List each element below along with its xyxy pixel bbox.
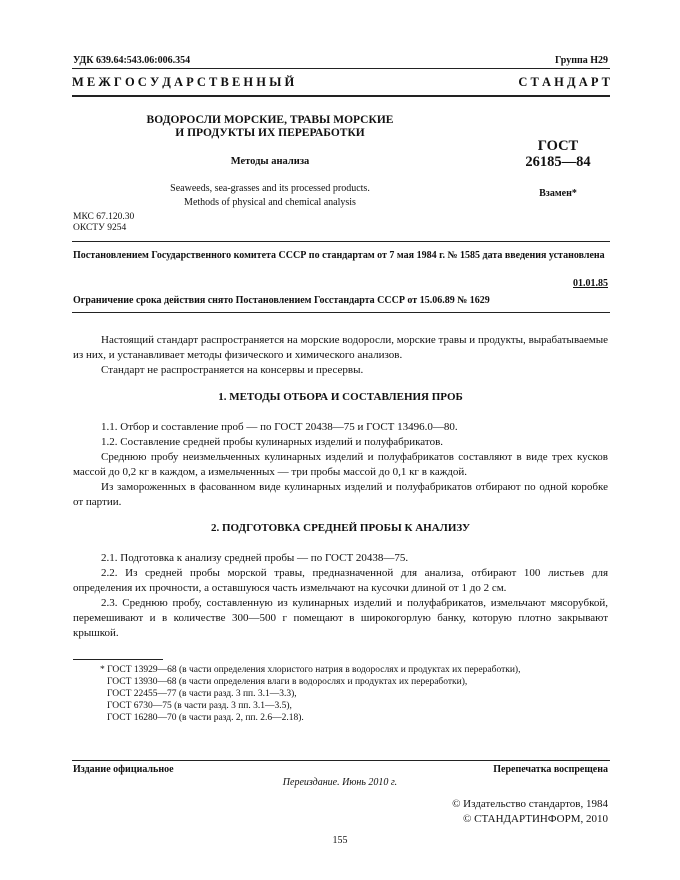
- page-number: 155: [332, 835, 348, 846]
- gost-number: 26185—84: [525, 154, 591, 170]
- footnote-line-3: ГОСТ 22455—77 (в части разд. 3 пп. 3.1—3.3),: [107, 689, 297, 699]
- section-1-paragraph-4: Из замороженных в фасованном виде кулинарных изделий и полуфабрикатов отбирают по одной коробке от партии.: [73, 481, 608, 508]
- interstate-word: М Е Ж Г О С У Д А Р С Т В Е Н Н Ы Й: [72, 75, 295, 89]
- okstu-code: ОКСТУ 9254: [73, 223, 127, 233]
- section-2-paragraph-2: 2.2. Из средней пробы морской травы, предназначенной для анализа, отбирают 100 листьев для определения их прочности, а оставшуюся часть измельчают на кусочки длиной от 1 до 2 см.: [73, 567, 608, 594]
- official-edition-label: Издание официальное: [73, 764, 174, 775]
- copyright-line-2: © СТАНДАРТИНФОРМ, 2010: [463, 813, 608, 825]
- effective-date: 01.01.85: [573, 278, 608, 289]
- section-2-paragraph-1: 2.1. Подготовка к анализу средней пробы — по ГОСТ 20438—75.: [101, 552, 409, 564]
- group-code: Группа Н29: [555, 55, 608, 66]
- gost-designation: [508, 138, 608, 170]
- footnote-line-2: ГОСТ 13930—68 (в части определения влаги в водорослях и продуктах их переработки),: [107, 677, 468, 687]
- reissue-note: Переиздание. Июнь 2010 г.: [282, 777, 398, 788]
- english-title: [120, 182, 420, 210]
- reprint-prohibited-label: Перепечатка воспрещена: [493, 764, 608, 775]
- copyright-block: [452, 797, 608, 827]
- section-1-paragraph-2: 1.2. Составление средней пробы кулинарных изделий и полуфабрикатов.: [101, 436, 444, 448]
- intro-paragraph-1: Настоящий стандарт распространяется на морские водоросли, морские травы и продукты, вырабатываемые из них, и устанавливает методы физического и химического анализов.: [73, 334, 608, 361]
- footer-rule: [72, 760, 610, 761]
- banner-rule: [72, 95, 610, 97]
- udk-code: УДК 639.64:543.06:006.354: [73, 55, 191, 66]
- footnote: [100, 664, 520, 724]
- top-rule: [72, 68, 610, 69]
- classification-codes: [73, 212, 134, 234]
- standard-word: С Т А Н Д А Р Т: [518, 75, 610, 89]
- section-1-paragraph-3: Среднюю пробу неизмельченных кулинарных изделий и полуфабрикатов составляют в виде трех кусков массой до 0,2 кг в каждом, а измельченных — три пробы массой до 0,1 кг в каждой.: [73, 451, 608, 478]
- footnote-line-4: ГОСТ 6730—75 (в части разд. 3 пп. 3.1—3.5),: [107, 701, 292, 711]
- english-title-line-1: Seaweeds, sea-grasses and its processed products.: [170, 183, 370, 194]
- footnote-line-1: * ГОСТ 13929—68 (в части определения хлористого натрия в водорослях и продуктах их переработки),: [100, 665, 521, 675]
- replaces-label: Взамен*: [539, 188, 577, 199]
- copyright-line-1: © Издательство стандартов, 1984: [452, 798, 608, 810]
- decree-text: Постановлением Государственного комитета СССР по стандартам от 7 мая 1984 г. № 1585 дата введения установлена: [73, 250, 605, 261]
- section-2-paragraph-3: 2.3. Среднюю пробу, составленную из кулинарных изделий и полуфабрикатов, измельчают мясорубкой, перемешивают и в количестве 300—500 г помещают в широкогорлую банку, которую плотно закрывают крышкой.: [73, 597, 608, 639]
- decree-divider: [72, 312, 610, 313]
- section-1-heading: 1. МЕТОДЫ ОТБОРА И СОСТАВЛЕНИЯ ПРОБ: [218, 391, 463, 403]
- footnote-rule: [73, 659, 163, 660]
- intro-paragraph-2: Стандарт не распространяется на консервы и пресервы.: [101, 364, 364, 376]
- interstate-standard-banner: [72, 75, 610, 90]
- header-divider: [72, 241, 610, 242]
- title-line-2: И ПРОДУКТЫ ИХ ПЕРЕРАБОТКИ: [175, 127, 365, 139]
- mks-code: МКС 67.120.30: [73, 212, 135, 222]
- gost-label: ГОСТ: [537, 138, 579, 154]
- footnote-line-5: ГОСТ 16280—70 (в части разд. 2, пп. 2.6—2.18).: [107, 713, 304, 723]
- english-title-line-2: Methods of physical and chemical analysis: [184, 197, 356, 208]
- section-1-paragraph-1: 1.1. Отбор и составление проб — по ГОСТ 20438—75 и ГОСТ 13496.0—80.: [101, 421, 458, 433]
- methods-subtitle: Методы анализа: [230, 156, 310, 167]
- title-line-1: ВОДОРОСЛИ МОРСКИЕ, ТРАВЫ МОРСКИЕ: [146, 114, 394, 126]
- section-2-heading: 2. ПОДГОТОВКА СРЕДНЕЙ ПРОБЫ К АНАЛИЗУ: [210, 522, 471, 534]
- document-title: [120, 114, 420, 140]
- limit-removed-text: Ограничение срока действия снято Постановлением Госстандарта СССР от 15.06.89 № 1629: [73, 295, 490, 306]
